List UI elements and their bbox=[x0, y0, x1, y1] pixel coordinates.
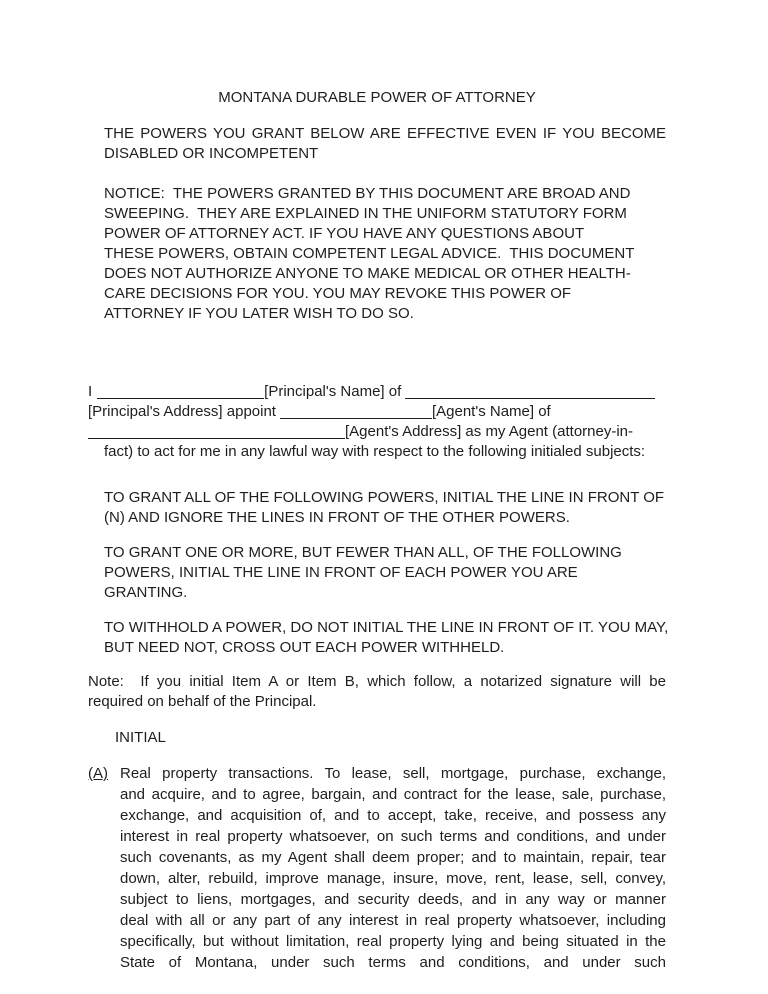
doc-line: deal with all or any part of any interest in real property whatsoever, including bbox=[120, 912, 666, 929]
agent-name-blank bbox=[280, 417, 432, 419]
doc-line: TO GRANT ALL OF THE FOLLOWING POWERS, INITIAL THE LINE IN FRONT OF bbox=[104, 489, 665, 506]
agent-name-label: [Agent's Name] of bbox=[431, 403, 551, 420]
doc-line: CARE DECISIONS FOR YOU. YOU MAY REVOKE THIS POWER OF bbox=[104, 285, 572, 302]
doc-line: SWEEPING. THEY ARE EXPLAINED IN THE UNIFORM STATUTORY FORM bbox=[104, 205, 627, 222]
grant-all-paragraph bbox=[104, 488, 666, 528]
agent-address-blank bbox=[88, 437, 345, 439]
principal-address-blank bbox=[405, 397, 655, 399]
document-title: MONTANA DURABLE POWER OF ATTORNEY bbox=[218, 89, 536, 106]
doc-text: I bbox=[88, 383, 93, 400]
doc-text: [Principal's Address] appoint bbox=[88, 403, 276, 420]
doc-line: State of Montana, under such terms and conditions, and under such bbox=[120, 954, 666, 971]
doc-line: THESE POWERS, OBTAIN COMPETENT LEGAL ADVICE. THIS DOCUMENT bbox=[104, 245, 635, 262]
principal-name-label: [Principal's Name] of bbox=[264, 383, 402, 400]
doc-line: Real property transactions. To lease, sell, mortgage, purchase, exchange, bbox=[120, 765, 666, 782]
notice-paragraph bbox=[104, 184, 666, 324]
doc-line: DISABLED OR INCOMPETENT bbox=[104, 145, 319, 162]
doc-line: DOES NOT AUTHORIZE ANYONE TO MAKE MEDICAL OR OTHER HEALTH- bbox=[104, 265, 631, 282]
doc-line: BUT NEED NOT, CROSS OUT EACH POWER WITHHELD. bbox=[104, 639, 505, 656]
doc-line: TO WITHHOLD A POWER, DO NOT INITIAL THE LINE IN FRONT OF IT. YOU MAY, bbox=[104, 619, 669, 636]
appointment-section bbox=[88, 382, 666, 462]
principal-line bbox=[88, 382, 666, 402]
doc-line: required on behalf of the Principal. bbox=[88, 693, 317, 710]
doc-line: ATTORNEY IF YOU LATER WISH TO DO SO. bbox=[104, 305, 414, 322]
doc-line: such covenants, as my Agent shall deem proper; and to maintain, repair, tear bbox=[120, 849, 666, 866]
item-a-label: (A) bbox=[88, 765, 108, 782]
notarization-note-paragraph bbox=[88, 672, 666, 712]
doc-line: Note: If you initial Item A or Item B, which follow, a notarized signature will be bbox=[88, 673, 666, 690]
grant-some-paragraph bbox=[104, 543, 666, 603]
agent-address-label: [Agent's Address] as my Agent (attorney-in- bbox=[345, 423, 634, 440]
doc-line: subject to liens, mortgages, and security deeds, and in any way or manner bbox=[120, 891, 666, 908]
agent-address-line bbox=[88, 422, 666, 442]
appoint-line bbox=[88, 402, 666, 422]
effective-powers-paragraph bbox=[104, 124, 666, 164]
initial-heading: INITIAL bbox=[115, 729, 166, 746]
doc-line: THE POWERS YOU GRANT BELOW ARE EFFECTIVE EVEN IF YOU BECOME bbox=[104, 125, 666, 142]
withhold-paragraph bbox=[104, 618, 669, 658]
doc-line: (N) AND IGNORE THE LINES IN FRONT OF THE OTHER POWERS. bbox=[104, 509, 570, 526]
item-a-real-property bbox=[88, 763, 666, 973]
doc-line: POWER OF ATTORNEY ACT. IF YOU HAVE ANY QUESTIONS ABOUT bbox=[104, 225, 585, 242]
doc-line: NOTICE: THE POWERS GRANTED BY THIS DOCUMENT ARE BROAD AND bbox=[104, 185, 631, 202]
doc-line: GRANTING. bbox=[104, 584, 188, 601]
doc-line: and acquire, and to agree, bargain, and contract for the lease, sale, purchase, bbox=[120, 786, 666, 803]
doc-line: TO GRANT ONE OR MORE, BUT FEWER THAN ALL, OF THE FOLLOWING bbox=[104, 544, 622, 561]
doc-line: specifically, but without limitation, real property lying and being situated in the bbox=[120, 933, 666, 950]
doc-line: exchange, and acquisition of, and to accept, take, receive, and possess any bbox=[120, 807, 666, 824]
principal-name-blank bbox=[97, 397, 264, 399]
doc-line: down, alter, rebuild, improve manage, insure, move, rent, lease, sell, convey, bbox=[120, 870, 666, 887]
doc-line: fact) to act for me in any lawful way with respect to the following initialed subjects: bbox=[104, 443, 646, 460]
doc-line: interest in real property whatsoever, on such terms and conditions, and under bbox=[120, 828, 666, 845]
doc-line: POWERS, INITIAL THE LINE IN FRONT OF EACH POWER YOU ARE bbox=[104, 564, 578, 581]
